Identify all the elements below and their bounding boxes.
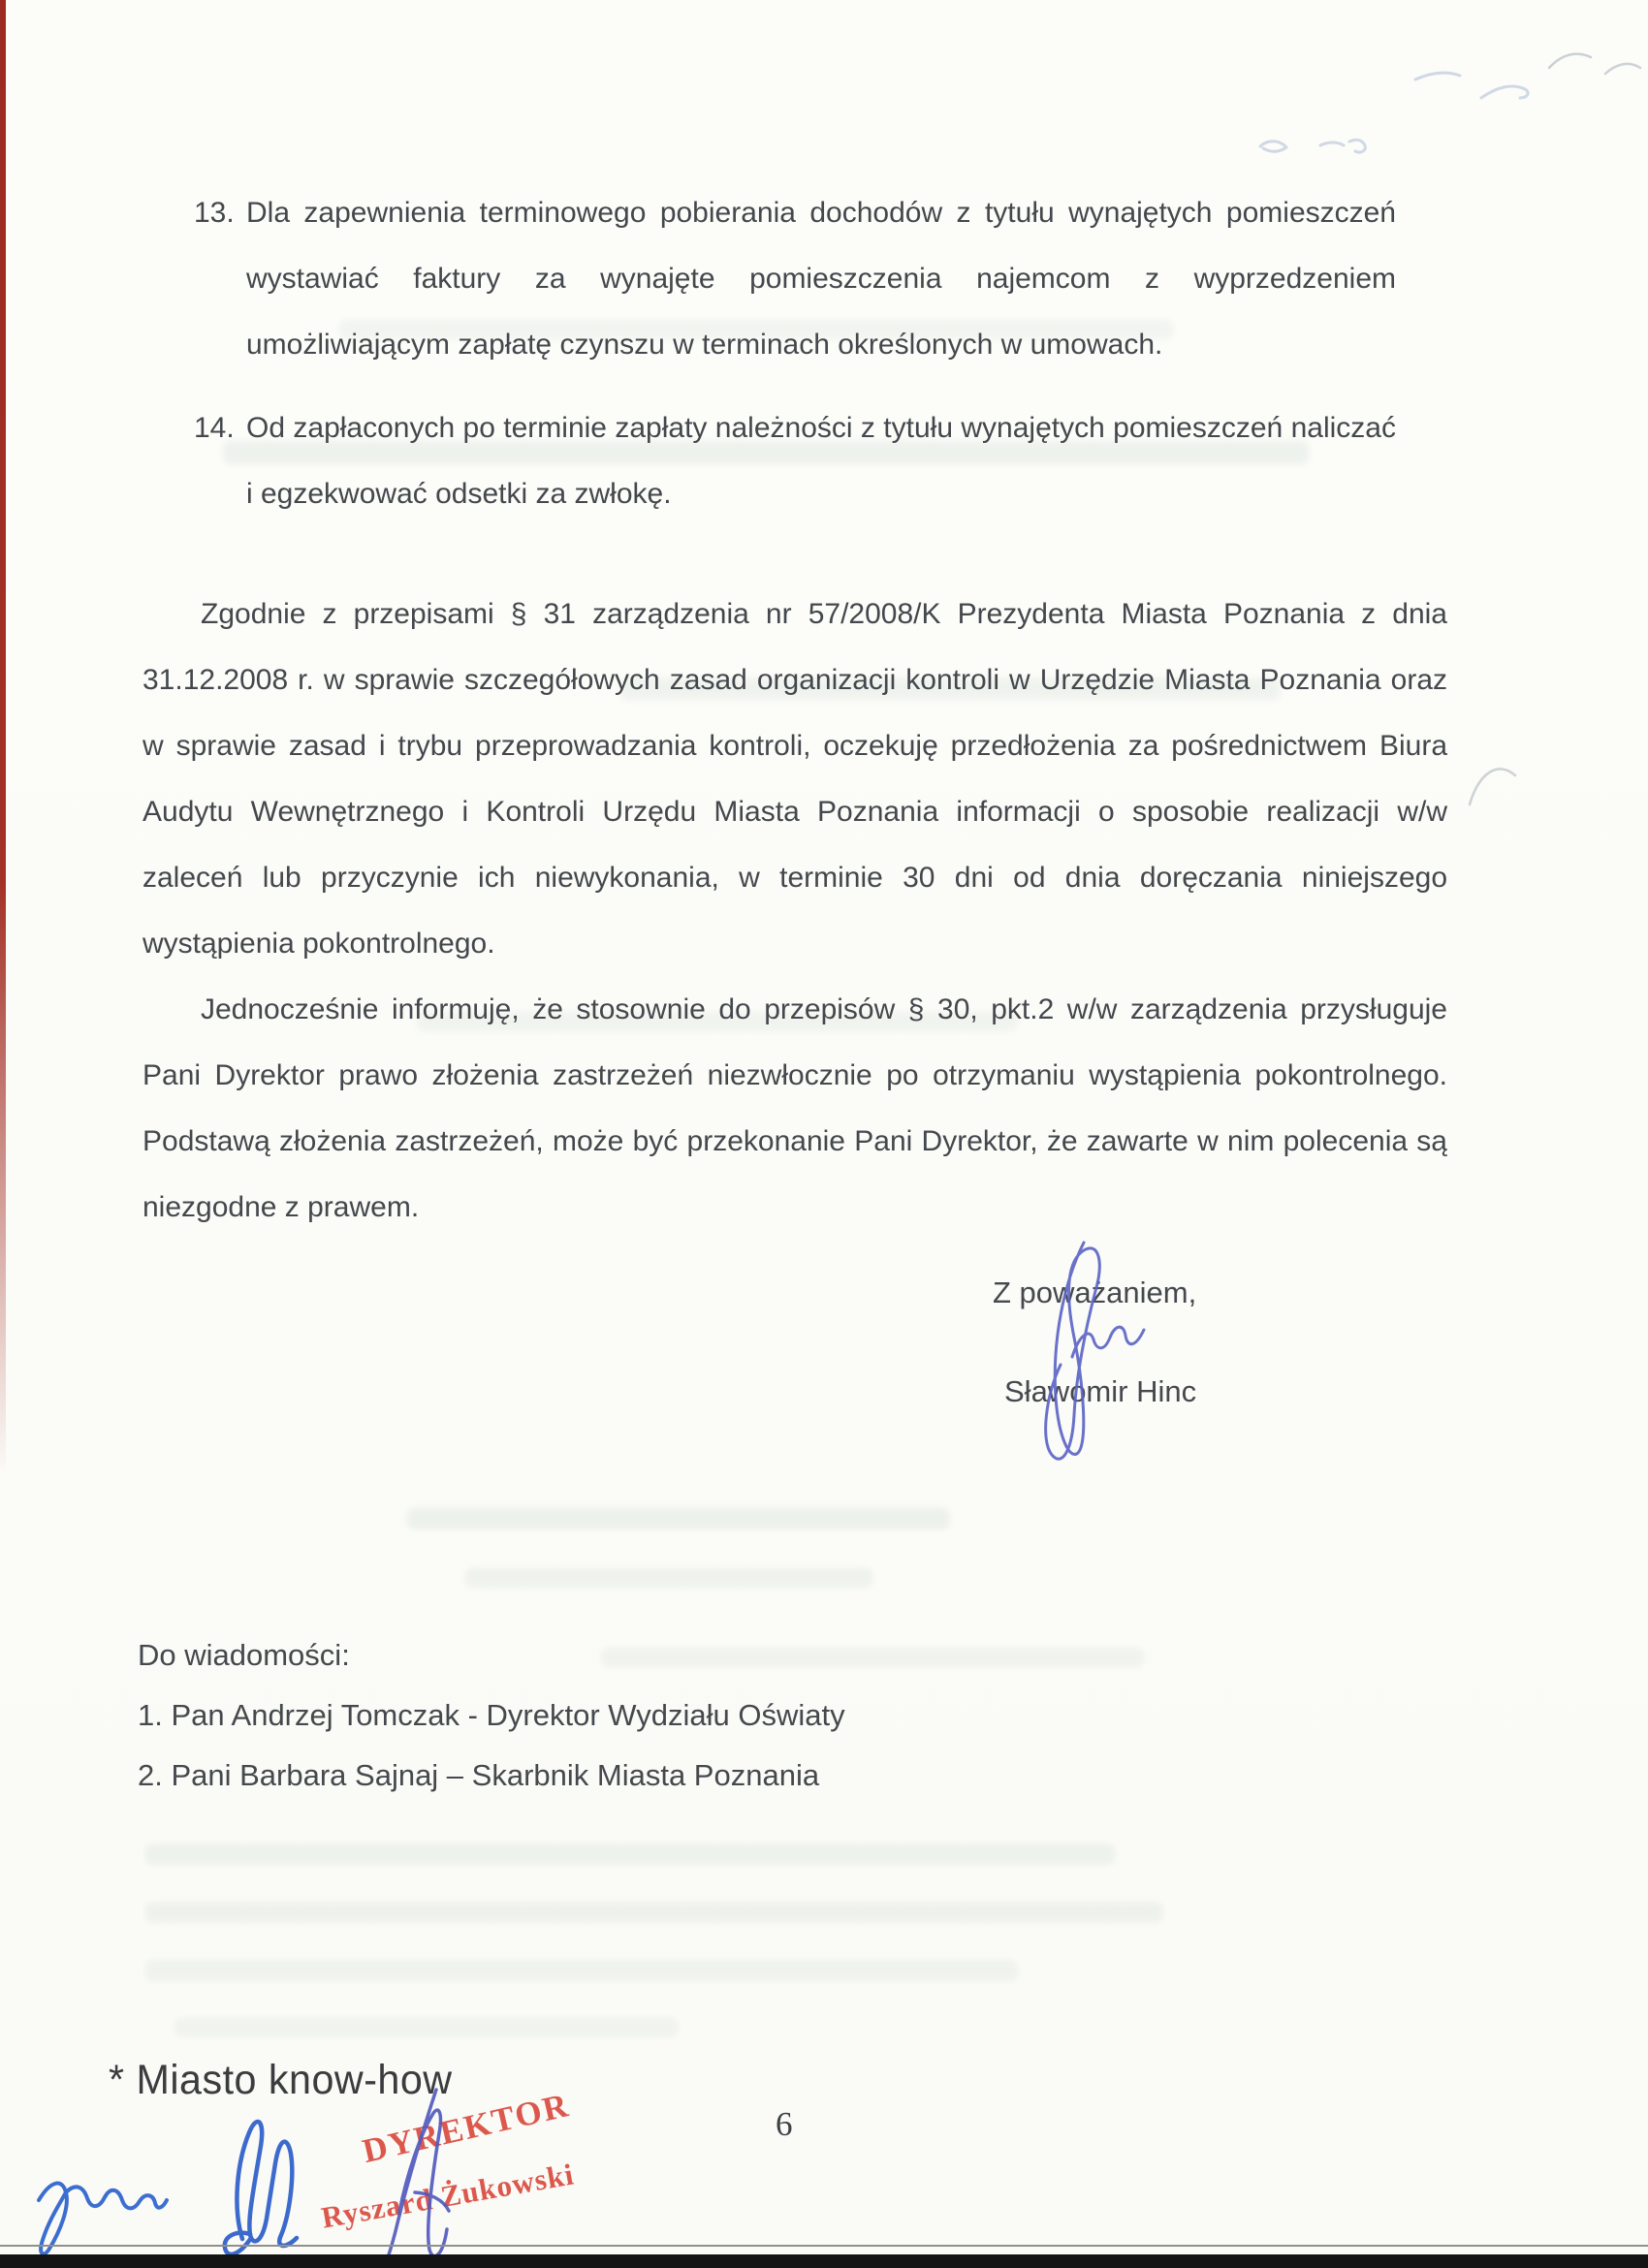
closing-salutation: Z poważaniem, [993,1276,1197,1309]
list-item [194,395,1396,527]
recommendations-list [194,180,1396,527]
scan-edge-artifact [0,0,6,1473]
list-item [194,180,1396,378]
item-number: 13. [194,197,235,229]
distribution-entry: 1. Pan Andrzej Tomczak - Dyrektor Wydziału Oświaty [138,1698,845,1732]
bleedthrough-artifact [145,1902,1163,1923]
bleedthrough-artifact [465,1568,872,1588]
paragraph: Jednocześnie informuję, że stosownie do przepisów § 30, pkt.2 w/w zarządzenia przysługuje Pani Dyrektor prawo złożenia zastrzeżeń niezwłocznie po otrzymaniu wystąpienia pokontrolnego. Podstawą złożenia zastrzeżeń, może być przekonanie Pani Dyrektor, że zawarte w nim polecenia są niezgodne z prawem. [143,993,1447,1223]
scan-bottom-bar [0,2254,1648,2268]
stamp-title: DYREKTOR [359,2086,574,2170]
bleedthrough-artifact [145,1960,1018,1981]
bleedthrough-artifact [601,1648,1144,1667]
signer-name: Sławomir Hinc [1004,1374,1197,1408]
distribution-heading: Do wiadomości: [138,1638,350,1672]
letter-body [143,582,1447,1241]
miasto-know-how-logo: * Miasto know-how [109,2057,453,2103]
item-text: Dla zapewnienia terminowego pobierania dochodów z tytułu wynajętych pomieszczeń wystawiać faktury za wynajęte pomieszczenia najemcom z wyprzedzeniem umożliwiającym zapłatę czynszu w terminach określonych w umowach. [246,197,1396,361]
bleedthrough-artifact [407,1508,950,1529]
item-text: Od zapłaconych po terminie zapłaty należności z tytułu wynajętych pomieszczeń naliczać i egzekwować odsetki za zwłokę. [246,412,1396,510]
page-number: 6 [776,2105,793,2143]
scan-bottom-line [0,2245,1648,2247]
distribution-entry: 2. Pani Barbara Sajnaj – Skarbnik Miasta Poznania [138,1758,820,1792]
paragraph: Zgodnie z przepisami § 31 zarządzenia nr 57/2008/K Prezydenta Miasta Poznania z dnia 31.12.2008 r. w sprawie szczegółowych zasad organizacji kontroli w Urzędzie Miasta Poznania oraz w sprawie zasad i trybu przeprowadzania kontroli, oczekuję przedłożenia za pośrednictwem Biura Audytu Wewnętrznego i Kontroli Urzędu Miasta Poznania informacji o sposobie realizacji w/w zaleceń lub przyczynie ich niewykonania, w terminie 30 dni od dnia doręczania niniejszego wystąpienia pokontrolnego. [143,598,1447,960]
stamp-name: Ryszard Żukowski [318,2157,577,2235]
item-number: 14. [194,412,235,444]
bleedthrough-artifact [174,2018,679,2037]
bleedthrough-artifact [145,1843,1115,1865]
